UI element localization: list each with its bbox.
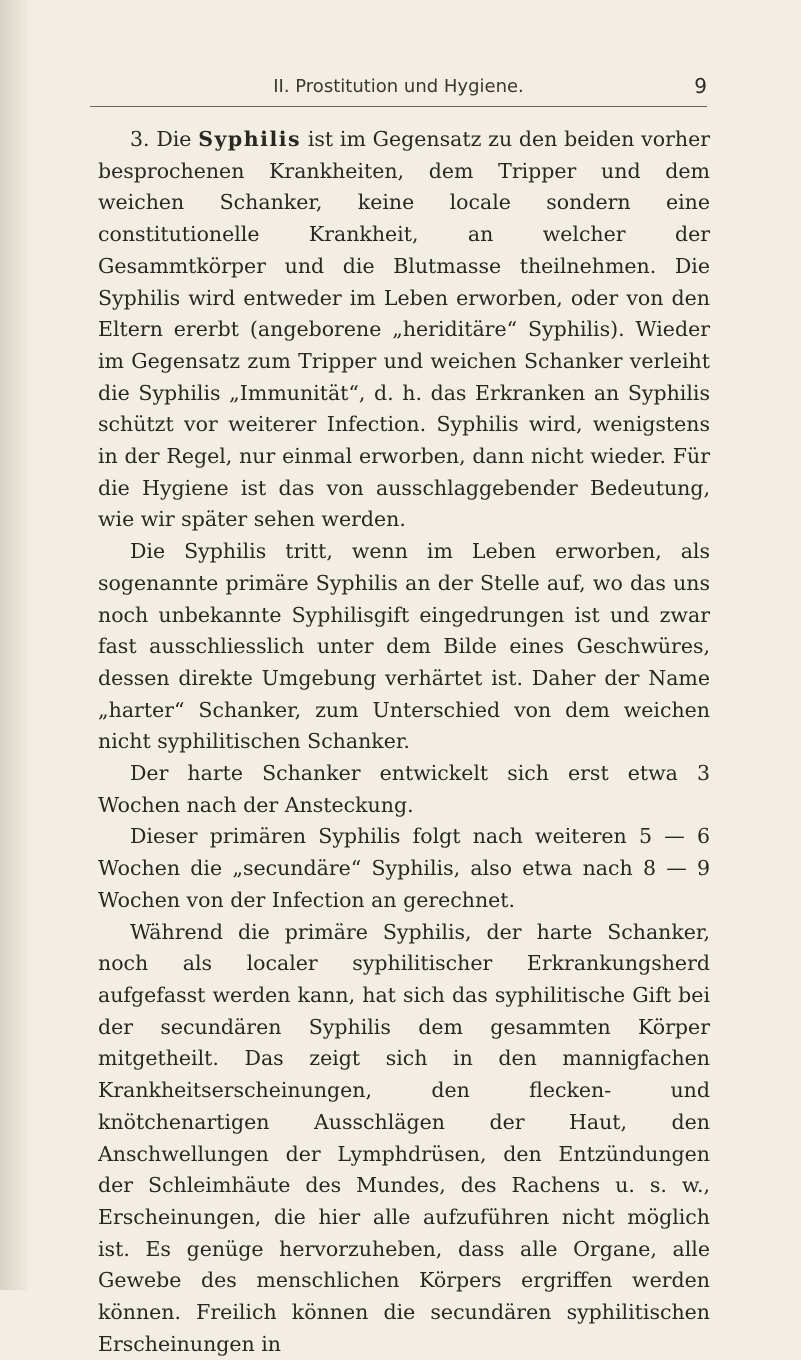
paragraph-text: ist im Gegensatz zu den beiden vorher besprochenen Krankheiten, dem Tripper und dem weichen Schanker, keine locale sondern eine constitutionelle Krankheit, an welcher der Gesammtkörper und die Blutmasse theilnehmen. Die Syphilis wird entweder im Leben erworben, oder von den Eltern ererbt (angeborene „heriditäre“ Syphilis). Wieder im Gegensatz zum Tripper und weichen Schanker verleiht die Syphilis „Immunität“, d. h. das Erkranken an Syphilis schützt vor weiterer Infection. Syphilis wird, wenigstens in der Regel, nur einmal erworben, dann nicht wieder. Für die Hygiene ist das von ausschlaggebender Bedeutung, wie wir später sehen werden. [98,127,710,532]
paragraph-primary-syphilis: Die Syphilis tritt, wenn im Leben erworben, als sogenannte primäre Syphilis an der Stelle auf, wo das uns noch unbekannte Syphilisgift eingedrungen ist und zwar fast ausschliesslich unter dem Bilde eines Geschwüres, dessen direkte Umgebung verhärtet ist. Daher der Name „harter“ Schanker, zum Unterschied von dem weichen nicht syphilitischen Schanker. [98,539,710,754]
paragraph-hard-chancre: Der harte Schanker entwickelt sich erst etwa 3 Wochen nach der Ansteckung. [98,761,710,817]
running-title: II. Prostitution und Hygiene. [273,76,524,97]
page-number: 9 [694,74,707,98]
paragraph-secondary-syphilis: Dieser primären Syphilis folgt nach weiteren 5 — 6 Wochen die „secundäre“ Syphilis, also etwa nach 8 — 9 Wochen von der Infection an gerechnet. [98,824,710,912]
page-edge-shadow [0,0,28,1290]
page-header [90,74,707,107]
paragraph-symptoms: Während die primäre Syphilis, der harte Schanker, noch als localer syphilitischer Erkrankungsherd aufgefasst werden kann, hat sich das syphilitische Gift bei der secundären Syphilis dem gesammten Körper mitgetheilt. Das zeigt sich in den mannigfachen Krankheitserscheinungen, den flecken- und knötchenartigen Ausschlägen der Haut, den Anschwellungen der Lymphdrüsen, den Entzündungen der Schleimhäute des Mundes, des Rachens u. s. w., Erscheinungen, die hier alle aufzuführen nicht möglich ist. Es genüge hervorzuheben, dass alle Organe, alle Gewebe des menschlichen Körpers ergriffen werden können. Freilich können die secundären syphilitischen Erscheinungen in [98,919,710,1356]
term-syphilis: Syphilis [198,127,302,151]
body-text [98,124,710,1360]
section-number: 3. Die [130,127,199,151]
paragraph-syphilis-intro [98,124,710,536]
